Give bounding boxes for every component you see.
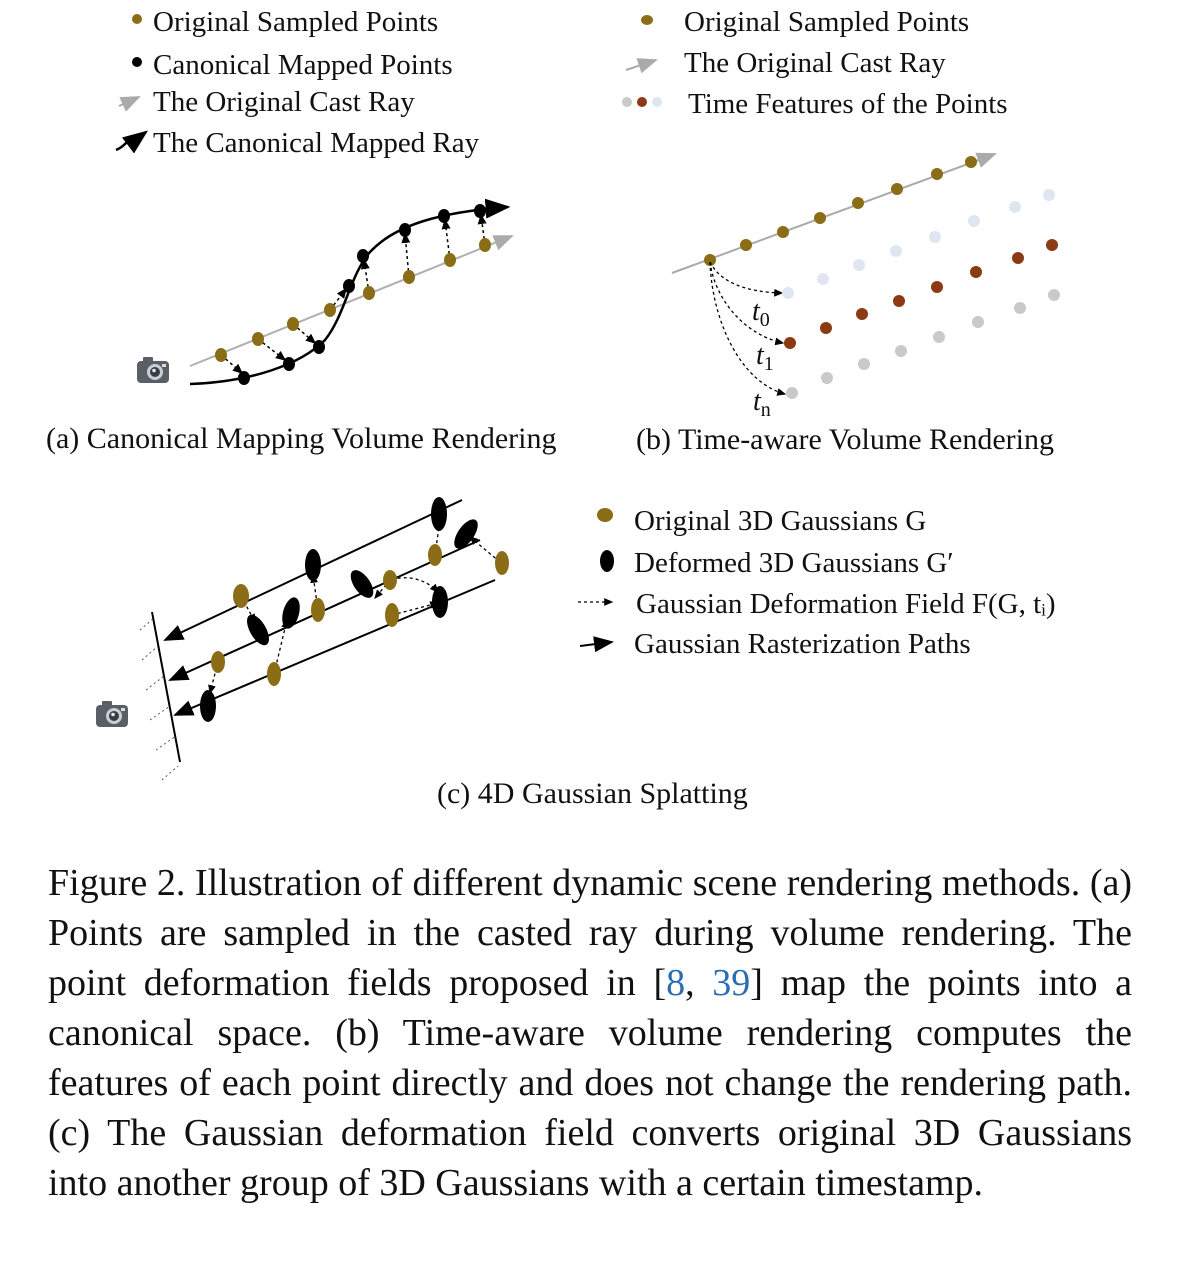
legend-olive-dot-icon (641, 15, 653, 25)
legend-blue-dot-icon (652, 97, 662, 107)
panel-a-diagram (46, 204, 556, 455)
panel-a-caption: (a) Canonical Mapping Volume Rendering (46, 422, 557, 455)
caption-separator: , (685, 962, 713, 1004)
legend-deformed-gaussians-label: Deformed 3D Gaussians G′ (634, 547, 954, 579)
figure-caption (48, 858, 1132, 1208)
legend-original-ray-label: The Original Cast Ray (153, 86, 415, 118)
original-cast-ray-b (672, 154, 995, 273)
legend-original-points-label: Original Sampled Points (153, 6, 439, 38)
time-label-t1: $t_1$ (756, 340, 774, 375)
legend-rasterization-path-icon (580, 642, 612, 646)
legend-time-features-label: Time Features of the Points (688, 88, 1008, 120)
canonical-mapped-points (238, 204, 486, 385)
legend-gray-ray-icon (119, 97, 139, 106)
panel-c-caption: (c) 4D Gaussian Splatting (437, 777, 748, 810)
image-plane-hatch (140, 618, 178, 780)
legend-original-gaussian-icon (597, 508, 613, 522)
legend-brown-dot-icon (637, 97, 647, 107)
legend-gray-ray-icon (626, 60, 656, 70)
legend-canonical-ray-label: The Canonical Mapped Ray (153, 127, 480, 159)
legend-deformation-field-label: Gaussian Deformation Field F(G, tᵢ) (636, 588, 1056, 620)
original-3d-gaussians (211, 544, 509, 686)
legend-b-original-points-label: Original Sampled Points (684, 6, 970, 38)
mapping-arrows (221, 215, 485, 373)
panel-c-diagram (96, 497, 509, 780)
panel-b-diagram (636, 154, 1060, 456)
legend-curved-ray-icon (116, 132, 146, 150)
legend-b-original-ray-label: The Original Cast Ray (684, 47, 946, 79)
citation-link-8[interactable]: 8 (666, 962, 686, 1004)
camera-icon (96, 701, 128, 727)
time-features-t0 (782, 189, 1055, 299)
legend-olive-dot-icon (132, 14, 142, 24)
canonical-mapped-ray (190, 207, 508, 384)
citation-link-39[interactable]: 39 (712, 962, 751, 1004)
legend-canonical-points-label: Canonical Mapped Points (153, 49, 453, 81)
panel-b-legend (622, 6, 1008, 120)
panel-c-legend (578, 505, 1056, 660)
panel-b-caption: (b) Time-aware Volume Rendering (636, 423, 1054, 456)
legend-gray-dot-icon (622, 97, 632, 107)
panel-a-legend (116, 6, 480, 159)
camera-icon (137, 357, 169, 383)
legend-original-gaussians-label: Original 3D Gaussians G (634, 505, 927, 537)
time-label-tn: $t_n$ (753, 386, 771, 421)
legend-black-dot-icon (132, 57, 142, 67)
original-cast-ray (190, 236, 512, 366)
caption-text-part2: ] map the points into a canonical space. (b) Time-aware volume rendering computes the features of each point directly and does not change the rendering path. (c) The Gaussian deformation field converts original 3D Gaussians into another group of 3D Gaussians with a certain timestamp. (48, 962, 1132, 1204)
caption-text-part1: Figure 2. Illustration of different dynamic scene rendering methods. (a) Points are sampled in the casted ray during volume rendering. The point deformation fields proposed in [ (48, 862, 1132, 1004)
time-features-t1 (784, 239, 1058, 349)
legend-deformed-gaussian-icon (600, 550, 614, 572)
legend-rasterization-paths-label: Gaussian Rasterization Paths (634, 628, 971, 660)
time-label-t0: $t_0$ (752, 296, 770, 331)
deformed-3d-gaussians (200, 497, 482, 722)
time-features-tn (786, 289, 1060, 399)
